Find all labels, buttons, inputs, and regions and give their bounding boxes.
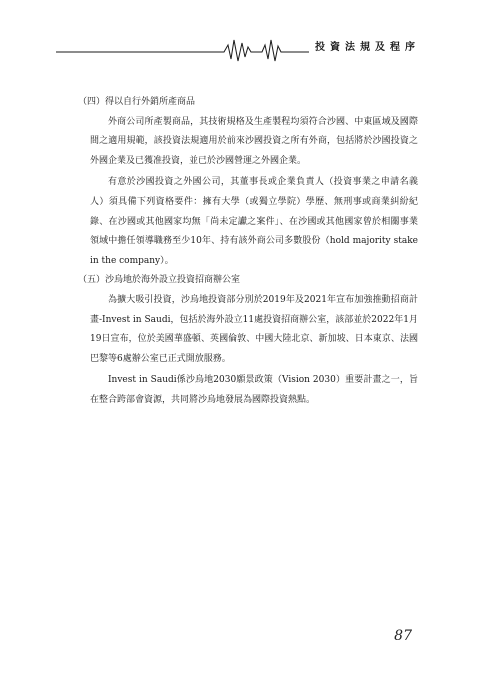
running-header bbox=[56, 34, 420, 62]
paragraph: 有意於沙國投資之外國公司，其董事長或企業負責人（投資事業之申請名義人）須具備下列資格要件：擁有大學（或獨立學院）學歷、無刑事或商業糾紛紀錄、在沙國或其他國家均無「尚未定讞之案件」、在沙國或其他國家曾於相關事業領域中擔任領導職務至少10年、持有該外商公司多數股份（hold majority stake in the company）。 bbox=[90, 177, 418, 266]
paragraph: Invest in Saudi係沙烏地2030願景政策（Vision 2030）重要計畫之一，旨在整合跨部會資源，共同將沙烏地發展為國際投資熱點。 bbox=[90, 375, 418, 405]
paragraph: 為擴大吸引投資，沙烏地投資部分別於2019年及2021年宣布加強推動招商計畫-Invest in Saudi，包括於海外設立11處投資招商辦公室，該部並於2022年1月19日宣布，位於美國華盛頓、英國倫敦、中國大陸北京、新加坡、日本東京、法國巴黎等6處辦公室已正式開放服務。 bbox=[90, 294, 418, 364]
page-number: 87 bbox=[394, 628, 412, 644]
section-heading-4: （四）得以自行外銷所產商品 bbox=[78, 97, 196, 107]
document-body bbox=[78, 93, 418, 411]
paragraph: 外商公司所產製商品，其技術規格及生產製程均須符合沙國、中東區域及國際間之適用規範，該投資法規適用於前來沙國投資之所有外商，包括將於沙國投資之外國企業及已獲准投資，並已於沙國營運之外國企業。 bbox=[90, 116, 418, 166]
header-title: 投資法規及程序 bbox=[309, 40, 420, 56]
section-heading-5: （五）沙烏地於海外設立投資招商辦公室 bbox=[78, 275, 241, 286]
